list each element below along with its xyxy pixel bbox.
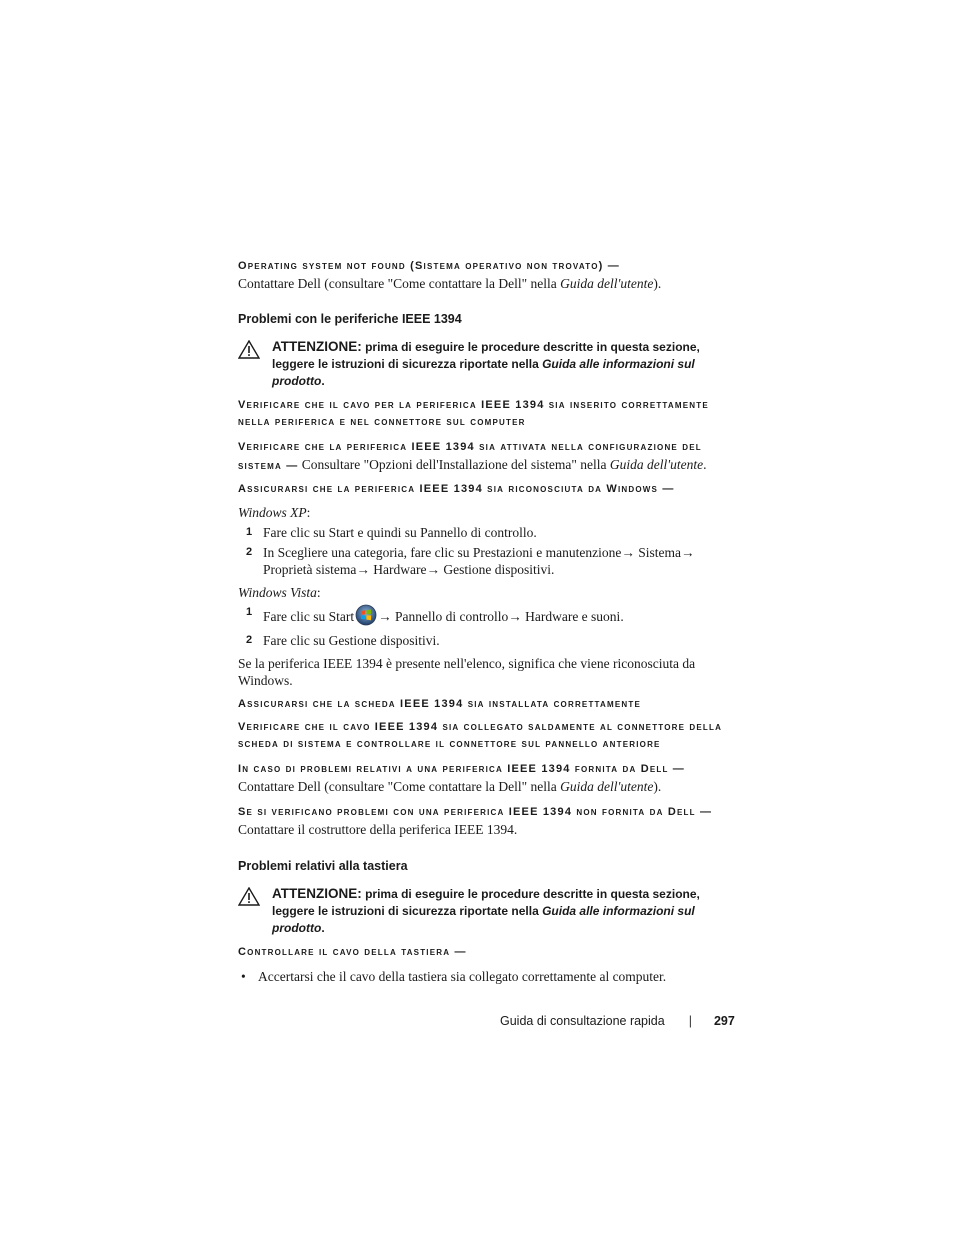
page-footer: [500, 1014, 742, 1028]
recognized-text: Se la periferica IEEE 1394 è presente nell'elenco, significa che viene riconosciuta da Windows.: [238, 656, 696, 688]
check-keyboard-cable-heading: Controllare il cavo della tastiera —: [238, 946, 467, 958]
ieee-caution-text: ATTENZIONE: prima di eseguire le procedure descritte in questa sezione, leggere le istruzioni di sicurezza riportate nella Guida alle informazioni sul prodotto.: [272, 339, 700, 388]
check-cable-board-heading: Verificare che il cavo IEEE 1394 sia collegato saldamente al connettore della scheda di sistema e controllare il connettore sul pannello anteriore: [238, 721, 723, 750]
os-not-found-body: Contattare Dell (consultare "Come contattare la Dell" nella Guida dell'utente).: [238, 276, 662, 291]
windows-start-orb-icon: [355, 604, 377, 630]
xp-step-2: 2 In Scegliere una categoria, fare clic su Prestazioni e manutenzione→ Sistema→ Proprietà sistema→ Hardware→ Gestione dispositivi.: [246, 545, 695, 577]
os-not-found-heading: Operating system not found (Sistema operativo non trovato) —: [238, 260, 620, 272]
page-content: [238, 258, 738, 985]
page-number: 297: [713, 1014, 735, 1028]
footer-title: Guida di consultazione rapida: [500, 1014, 665, 1028]
os-not-found-block: [238, 258, 738, 292]
check-enabled-heading: Verificare che la periferica IEEE 1394 sia attivata nella configurazione del sistema —: [238, 441, 702, 472]
bullet-icon: •: [241, 969, 246, 984]
warning-triangle-icon: [238, 338, 272, 390]
keyboard-section-title: Problemi relativi alla tastiera: [238, 859, 408, 873]
ensure-recognized-heading: Assicurarsi che la periferica IEEE 1394 sia riconosciuta da Windows —: [238, 483, 675, 495]
xp-step-1: 1 Fare clic su Start e quindi su Pannello di controllo.: [246, 525, 537, 540]
keyboard-caution-note: [238, 885, 738, 937]
keyboard-caution-text: ATTENZIONE: prima di eseguire le procedure descritte in questa sezione, leggere le istruzioni di sicurezza riportate nella Guida alle informazioni sul prodotto.: [272, 886, 700, 935]
dell-device-heading: In caso di problemi relativi a una periferica IEEE 1394 fornita da Dell —: [238, 763, 686, 775]
footer-separator: |: [688, 1014, 692, 1028]
keyboard-bullet-item: • Accertarsi che il cavo della tastiera sia collegato correttamente al computer.: [238, 968, 738, 985]
ieee-caution-note: [238, 338, 738, 390]
warning-triangle-icon: [238, 885, 272, 937]
dell-device-block: In caso di problemi relativi a una periferica IEEE 1394 fornita da Dell — Contattare Dell (consultare "Come contattare la Dell" nella Guida dell'utente).: [238, 763, 686, 794]
check-cable-heading: Verificare che il cavo per la periferica IEEE 1394 sia inserito correttamente nella periferica e nel connettore sul computer: [238, 399, 709, 428]
vista-step-1: 1 Fare clic su Start → Pannello di controllo→ Hardware e suoni.: [238, 604, 738, 630]
check-enabled-block: Verificare che la periferica IEEE 1394 sia attivata nella configurazione del sistema — Consultare "Opzioni dell'Installazione del sistema" nella Guida dell'utente.: [238, 441, 707, 472]
ieee-section-title: Problemi con le periferiche IEEE 1394: [238, 312, 462, 326]
ensure-card-heading: Assicurarsi che la scheda IEEE 1394 sia installata correttamente: [238, 698, 642, 710]
windows-xp-label: Windows XP:: [238, 505, 311, 520]
non-dell-device-heading: Se si verificano problemi con una periferica IEEE 1394 non fornita da Dell —: [238, 806, 713, 818]
vista-step-2: 2 Fare clic su Gestione dispositivi.: [246, 633, 440, 648]
non-dell-device-block: Se si verificano problemi con una periferica IEEE 1394 non fornita da Dell — Contattare il costruttore della periferica IEEE 1394.: [238, 806, 713, 837]
windows-vista-label: Windows Vista:: [238, 585, 321, 600]
